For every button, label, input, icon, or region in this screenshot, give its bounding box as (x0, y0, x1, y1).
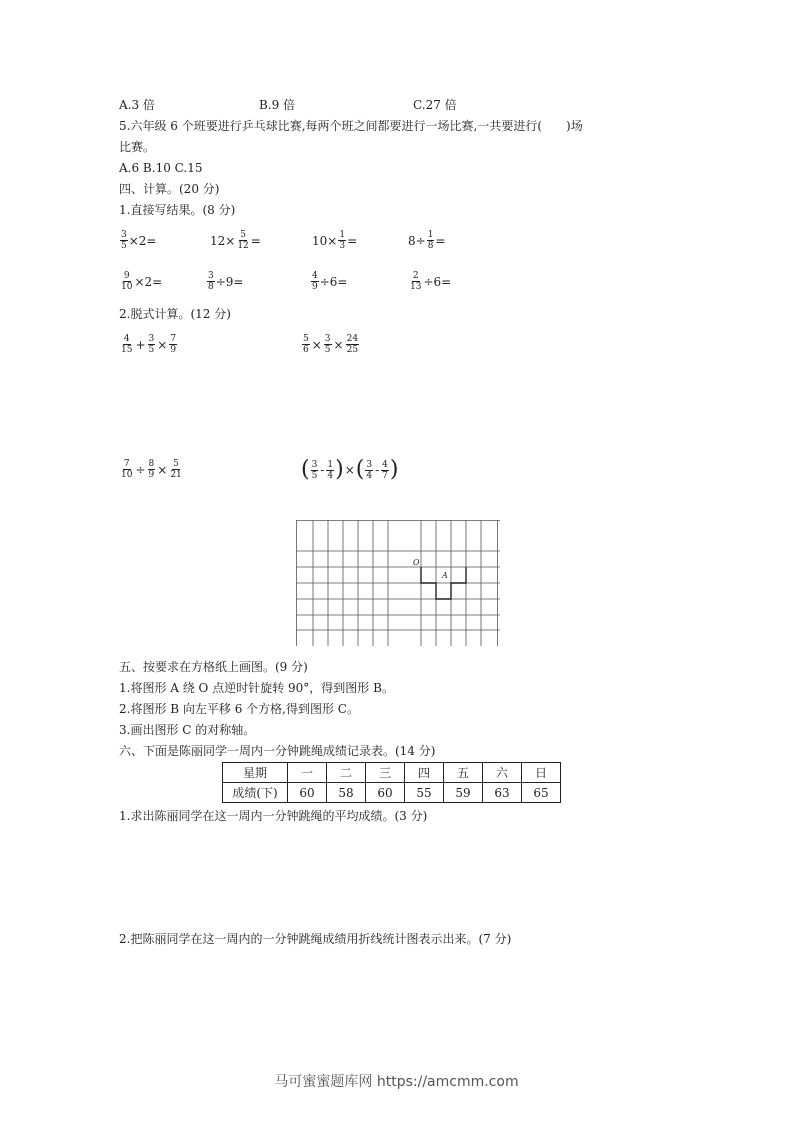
q5-options: A.6 B.10 C.15 (119, 161, 203, 175)
step-calc-2: $\frac{5}{6}$ × $\frac{3}{5}$ × $\frac{24}{25}$ (303, 334, 359, 355)
table-header-cell: 二 (327, 763, 366, 783)
table-cell: 58 (327, 783, 366, 803)
table-cell: 63 (483, 783, 522, 803)
section5-item-3: 3.画出图形 C 的对称轴。 (119, 723, 256, 737)
figure-a-label: A (442, 571, 448, 580)
section4-title: 四、计算。(20 分) (119, 182, 220, 196)
section4-sub1: 1.直接写结果。(8 分) (119, 203, 236, 217)
fraction: $\frac{1}{8}$ (427, 230, 434, 251)
option-a: A.3 倍 (119, 98, 155, 112)
point-o-label: O (413, 558, 420, 567)
table-cell: 59 (444, 783, 483, 803)
step-calc-3: $\frac{7}{10}$ ÷ $\frac{8}{9}$ × $\frac{5}{21}$ (121, 459, 182, 480)
table-header-cell: 星期 (223, 763, 288, 783)
step-calc-1: $\frac{4}{15}$ + $\frac{3}{5}$ × $\frac{7}{9}$ (121, 334, 177, 355)
fraction: $\frac{3}{5}$ (121, 230, 127, 251)
section6-title: 六、下面是陈丽同学一周内一分钟跳绳成绩记录表。(14 分) (119, 744, 436, 758)
table-header-cell: 日 (522, 763, 561, 783)
calc-item: $\frac{3}{5}$ ×2= (121, 230, 157, 251)
table-header-cell: 六 (483, 763, 522, 783)
table-cell: 60 (366, 783, 405, 803)
section6-q1: 1.求出陈丽同学在这一周内一分钟跳绳的平均成绩。(3 分) (119, 809, 428, 823)
section5-item-1: 1.将图形 A 绕 O 点逆时针旋转 90°，得到图形 B。 (119, 681, 394, 695)
table-header-cell: 三 (366, 763, 405, 783)
section6-q2: 2.把陈丽同学在这一周内的一分钟跳绳成绩用折线统计图表示出来。(7 分) (119, 932, 512, 946)
calc-item: 10× $\frac{1}{3}$ = (312, 230, 358, 251)
step-calc-4: ( $\frac{3}{5}$ - $\frac{1}{4}$ ) × ( $\frac{3}{4}$ - $\frac{4}{7}$ ) (301, 457, 399, 482)
option-c: C.27 倍 (413, 98, 457, 112)
fraction: $\frac{9}{10}$ (121, 271, 133, 292)
footer-watermark: 马可蜜蜜题库网 https://amcmm.com (274, 1074, 519, 1090)
grid-paper (296, 520, 500, 646)
option-b: B.9 倍 (259, 98, 296, 112)
table-row (223, 763, 561, 783)
calc-item: 12× $\frac{5}{12}$ = (210, 230, 261, 251)
fraction: $\frac{4}{9}$ (312, 271, 318, 292)
calc-item: 8÷ $\frac{1}{8}$ = (408, 230, 446, 251)
table-cell: 60 (288, 783, 327, 803)
table-header-cell: 一 (288, 763, 327, 783)
section4-sub2: 2.脱式计算。(12 分) (119, 307, 231, 321)
calc-item: $\frac{9}{10}$ ×2= (121, 271, 163, 292)
table-header-cell: 五 (444, 763, 483, 783)
table-cell: 65 (522, 783, 561, 803)
table-cell: 55 (405, 783, 444, 803)
fraction: $\frac{3}{8}$ (208, 271, 214, 292)
section5-item-2: 2.将图形 B 向左平移 6 个方格,得到图形 C。 (119, 702, 359, 716)
fraction: $\frac{5}{12}$ (237, 230, 249, 251)
q5-text: 5.六年级 6 个班要进行乒乓球比赛,每两个班之间都要进行一场比赛,一共要进行( )场 (119, 119, 583, 133)
fraction: $\frac{2}{13}$ (410, 271, 422, 292)
table-header-cell: 四 (405, 763, 444, 783)
table-cell: 成绩(下) (223, 783, 288, 803)
q5-text-cont: 比赛。 (119, 140, 156, 154)
section5-title: 五、按要求在方格纸上画图。(9 分) (119, 660, 308, 674)
jump-rope-table (222, 762, 561, 803)
table-row (223, 783, 561, 803)
calc-item: $\frac{4}{9}$ ÷6= (312, 271, 348, 292)
calc-item: $\frac{3}{8}$ ÷9= (208, 271, 244, 292)
calc-item: $\frac{2}{13}$ ÷6= (410, 271, 452, 292)
fraction: $\frac{1}{3}$ (339, 230, 346, 251)
